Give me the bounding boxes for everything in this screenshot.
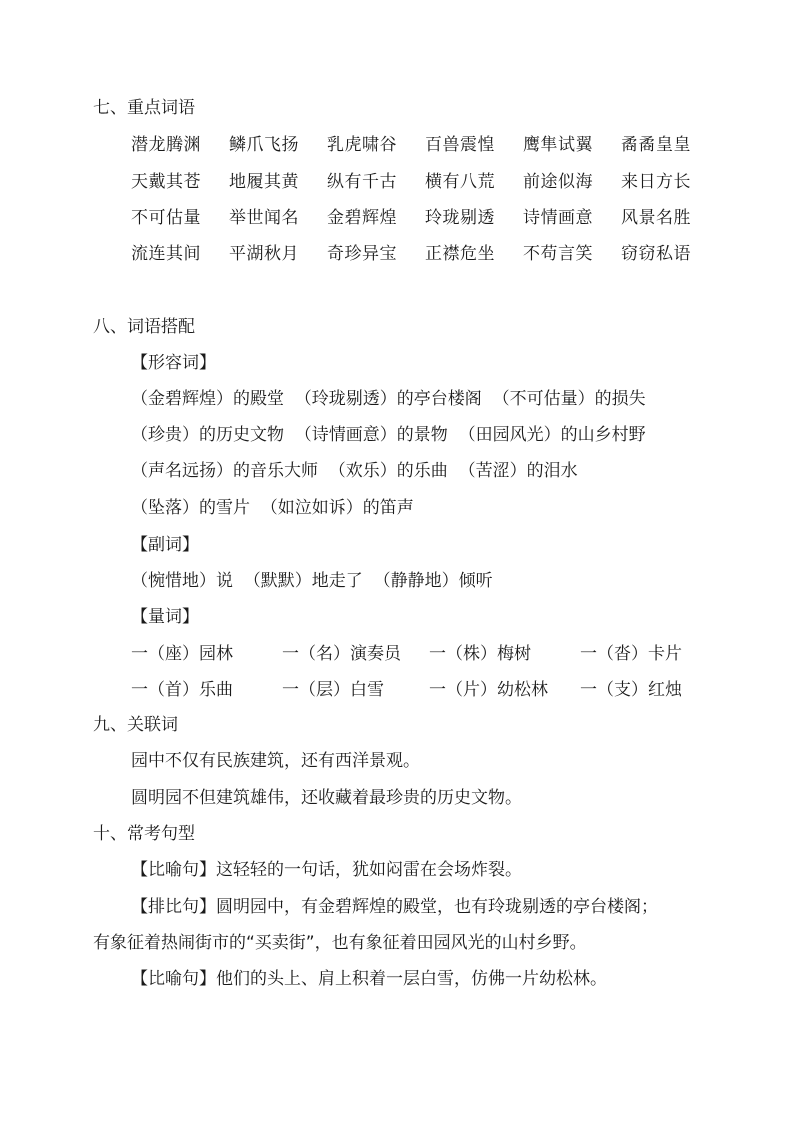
word: 诗情画意 xyxy=(523,208,593,228)
word: 奇珍异宝 xyxy=(327,244,397,264)
word: 地履其黄 xyxy=(229,172,299,192)
conjunction-sentence-1: 园中不仅有民族建筑，还有西洋景观。 xyxy=(131,751,420,771)
adverb-line: （惋惜地）说 （默默）地走了 （静静地）倾听 xyxy=(131,571,493,591)
word: 窃窃私语 xyxy=(621,244,691,264)
adjective-label: 【形容词】 xyxy=(131,353,216,373)
word: 不可估量 xyxy=(131,208,201,228)
word: 乳虎啸谷 xyxy=(327,135,397,155)
word: 风景名胜 xyxy=(621,208,691,228)
word: 横有八荒 xyxy=(425,172,495,192)
word: 金碧辉煌 xyxy=(327,208,397,228)
word: 举世闻名 xyxy=(229,208,299,228)
word: 玲珑剔透 xyxy=(425,208,495,228)
section-9-heading: 九、关联词 xyxy=(93,715,178,735)
quantifier-phrase: 一（沓）卡片 xyxy=(580,644,682,664)
word: 正襟危坐 xyxy=(425,244,495,264)
quantifier-phrase: 一（层）白雪 xyxy=(282,680,384,700)
conjunction-sentence-2: 圆明园不但建筑雄伟，还收藏着最珍贵的历史文物。 xyxy=(131,788,522,808)
adjective-line-1: （金碧辉煌）的殿堂 （玲珑剔透）的亭台楼阁 （不可估量）的损失 xyxy=(131,389,646,409)
word: 不苟言笑 xyxy=(523,244,593,264)
quantifier-phrase: 一（支）红烛 xyxy=(580,680,682,700)
sentence-pattern-1: 【比喻句】这轻轻的一句话，犹如闷雷在会场炸裂。 xyxy=(131,860,522,880)
adverb-label: 【副词】 xyxy=(131,535,199,555)
word: 天戴其苍 xyxy=(131,172,201,192)
word-row-4 xyxy=(131,243,691,265)
word-row-2 xyxy=(131,171,691,193)
sentence-pattern-3: 【比喻句】他们的头上、肩上积着一层白雪，仿佛一片幼松林。 xyxy=(131,969,607,989)
word: 矞矞皇皇 xyxy=(621,135,691,155)
word-row-1 xyxy=(131,134,691,156)
word: 来日方长 xyxy=(621,172,691,192)
sentence-pattern-2: 【排比句】圆明园中，有金碧辉煌的殿堂，也有玲珑剔透的亭台楼阁； xyxy=(131,897,658,917)
word: 鳞爪飞扬 xyxy=(229,135,299,155)
quantifier-phrase: 一（片）幼松林 xyxy=(429,680,548,700)
word: 平湖秋月 xyxy=(229,244,299,264)
adjective-line-4: （坠落）的雪片 （如泣如诉）的笛声 xyxy=(131,498,414,518)
word: 纵有千古 xyxy=(327,172,397,192)
sentence-pattern-2-cont: 有象征着热闹街市的“买卖街”，也有象征着田园风光的山村乡野。 xyxy=(93,933,587,953)
section-7-heading: 七、重点词语 xyxy=(93,98,195,118)
adjective-line-2: （珍贵）的历史文物 （诗情画意）的景物 （田园风光）的山乡村野 xyxy=(131,425,646,445)
section-10-heading: 十、常考句型 xyxy=(93,824,195,844)
adjective-line-3: （声名远扬）的音乐大师 （欢乐）的乐曲 （苦涩）的泪水 xyxy=(131,461,578,481)
word: 百兽震惶 xyxy=(425,135,495,155)
quantifier-phrase: 一（名）演奏员 xyxy=(282,644,401,664)
quantifier-label: 【量词】 xyxy=(131,607,199,627)
word: 前途似海 xyxy=(523,172,593,192)
section-8-heading: 八、词语搭配 xyxy=(93,317,195,337)
word: 潜龙腾渊 xyxy=(131,135,201,155)
word: 流连其间 xyxy=(131,244,201,264)
quantifier-phrase: 一（座）园林 xyxy=(131,644,233,664)
word: 鹰隼试翼 xyxy=(523,135,593,155)
quantifier-phrase: 一（首）乐曲 xyxy=(131,680,233,700)
quantifier-phrase: 一（株）梅树 xyxy=(429,644,531,664)
word-row-3 xyxy=(131,207,691,229)
